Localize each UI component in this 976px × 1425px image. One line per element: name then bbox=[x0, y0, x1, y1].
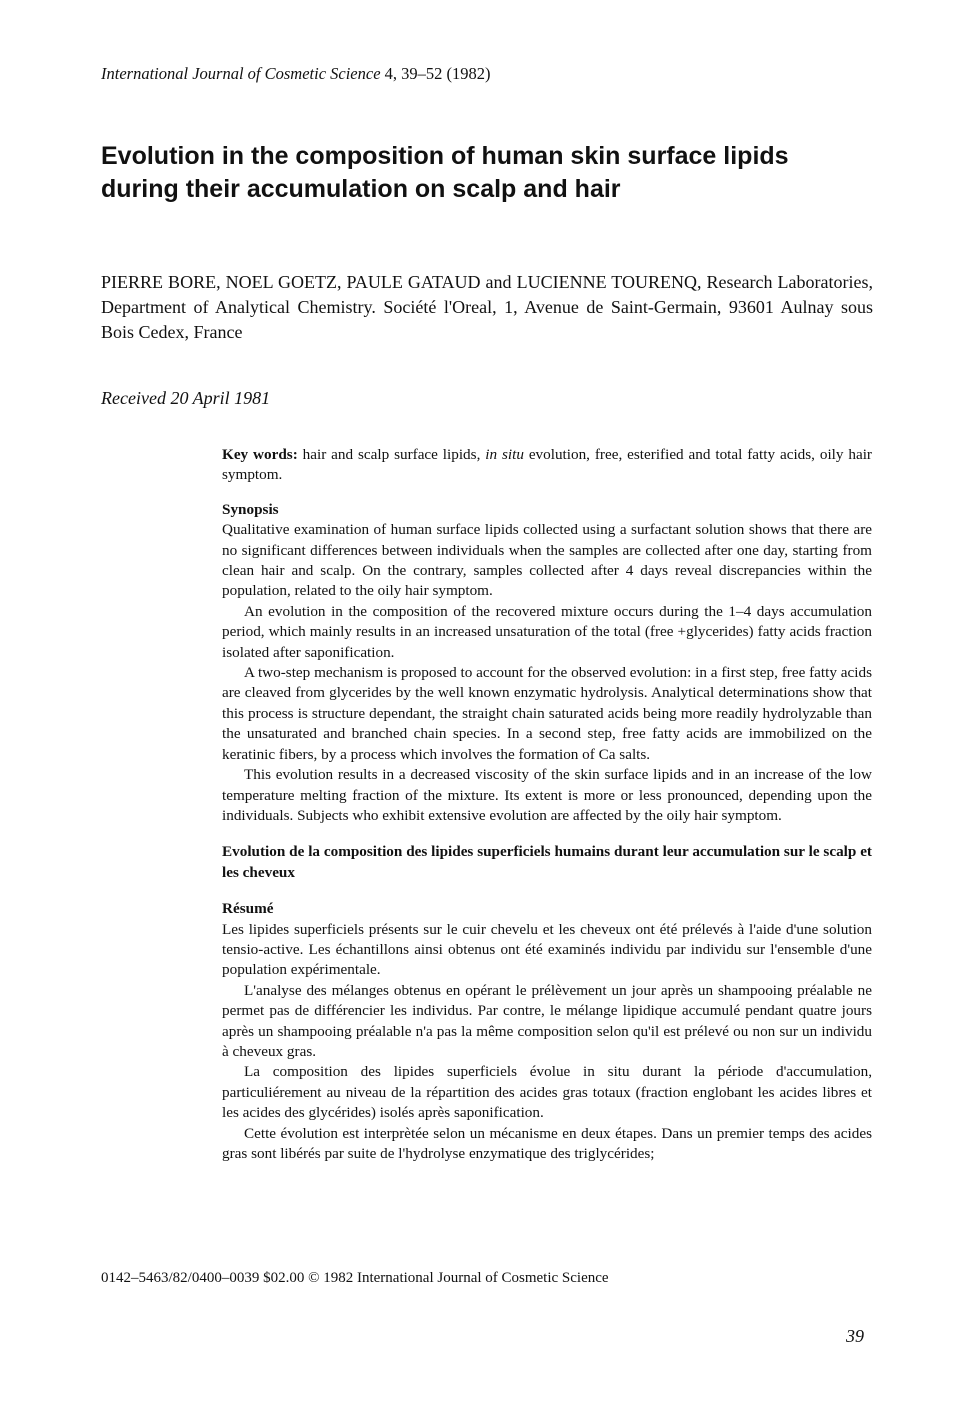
synopsis-paragraph: An evolution in the composition of the recovered mixture occurs during the 1–4 days accumulation period, which mainly results in an increased unsaturation of the total (free +glycerides) fatty acids fraction isolated after saponification. bbox=[222, 602, 872, 661]
keywords bbox=[222, 445, 872, 486]
journal-volume: 4 bbox=[384, 64, 393, 83]
resume-paragraph: La composition des lipides superficiels évolue in situ durant la période d'accumulation, particuliérement au niveau de la répartition des acides gras totaux (fraction englobant les acides libres et les acides des glycérides) isolés après saponification. bbox=[222, 1063, 872, 1122]
copyright-footer: 0142–5463/82/0400–0039 $02.00 © 1982 International Journal of Cosmetic Science bbox=[101, 1270, 609, 1286]
synopsis-paragraph: Qualitative examination of human surface lipids collected using a surfactant solution shows that there are no significant differences between individuals when the samples are collected after one day, starting from clean hair and scalp. On the contrary, samples collected after 4 days reveal discrepancies within the population, related to the oily hair symptom. bbox=[222, 521, 872, 600]
resume-paragraph: Les lipides superficiels présents sur le cuir chevelu et les cheveux ont été prélevés à l'aide d'une solution tensio-active. Les échantillons ainsi obtenus ont été examinés individu par individu sur l'ensemble d'une population expérimentale. bbox=[222, 920, 872, 979]
resume-paragraph: L'analyse des mélanges obtenus en opérant le prélèvement un jour après un shampooing préalable ne permet pas de différencier les individus. Par contre, le mélange lipidique accumulé pendant quatre jours après un shampooing préalable n'a pas la même composition selon qu'il est prélevé ou non sur un individu à cheveux gras. bbox=[222, 981, 872, 1060]
keywords-text-before: hair and scalp surface lipids, bbox=[297, 446, 486, 463]
synopsis-heading: Synopsis bbox=[222, 500, 279, 518]
resume-paragraph: Cette évolution est interprètée selon un mécanisme en deux étapes. Dans un premier temps des acides gras sont libérés par suite de l'hydrolyse enzymatique des triglycérides; bbox=[222, 1124, 872, 1162]
journal-header bbox=[101, 64, 491, 84]
resume-heading: Résumé bbox=[222, 900, 274, 918]
title-line-1: Evolution in the composition of human skin surface lipids bbox=[101, 142, 789, 170]
french-title: Evolution de la composition des lipides superficiels humains durant leur accumulation sur le scalp et les cheveux bbox=[222, 843, 872, 881]
journal-pages-year: , 39–52 (1982) bbox=[392, 64, 491, 83]
keywords-text-after: evolution, free, esterified and total fatty acids, oily hair symptom. bbox=[222, 446, 872, 484]
keywords-italic: in situ bbox=[485, 446, 524, 463]
journal-name: International Journal of Cosmetic Science bbox=[101, 64, 381, 83]
abstract-block bbox=[222, 445, 872, 1164]
authors-affiliation: PIERRE BORE, NOEL GOETZ, PAULE GATAUD and LUCIENNE TOURENQ, Research Laboratories, Department of Analytical Chemistry. Société l'Oreal, 1, Avenue de Saint-Germain, 93601 Aulnay sous Bois Cedex, France bbox=[101, 272, 873, 342]
synopsis-paragraph: This evolution results in a decreased viscosity of the skin surface lipids and in an increase of the low temperature melting fraction of the mixture. Its extent is more or less pronounced, depending upon the individuals. Subjects who exhibit extensive evolution are affected by the oily hair symptom. bbox=[222, 766, 872, 824]
article-title bbox=[101, 140, 901, 206]
received-date: Received 20 April 1981 bbox=[101, 388, 271, 408]
keywords-label: Key words: bbox=[222, 446, 298, 463]
page-number: 39 bbox=[846, 1326, 864, 1346]
synopsis-paragraph: A two-step mechanism is proposed to account for the observed evolution: in a first step, free fatty acids are cleaved from glycerides by the well known enzymatic hydrolysis. Analytical determinations show that this process is structure dependant, the straight chain saturated acids being more readily hydrolyzable than the unsaturated and branched chain species. In a second step, free fatty acids are immobilized on the keratinic fibers, by a process which involves the formation of Ca salts. bbox=[222, 664, 872, 763]
title-line-2: during their accumulation on scalp and hair bbox=[101, 175, 621, 203]
